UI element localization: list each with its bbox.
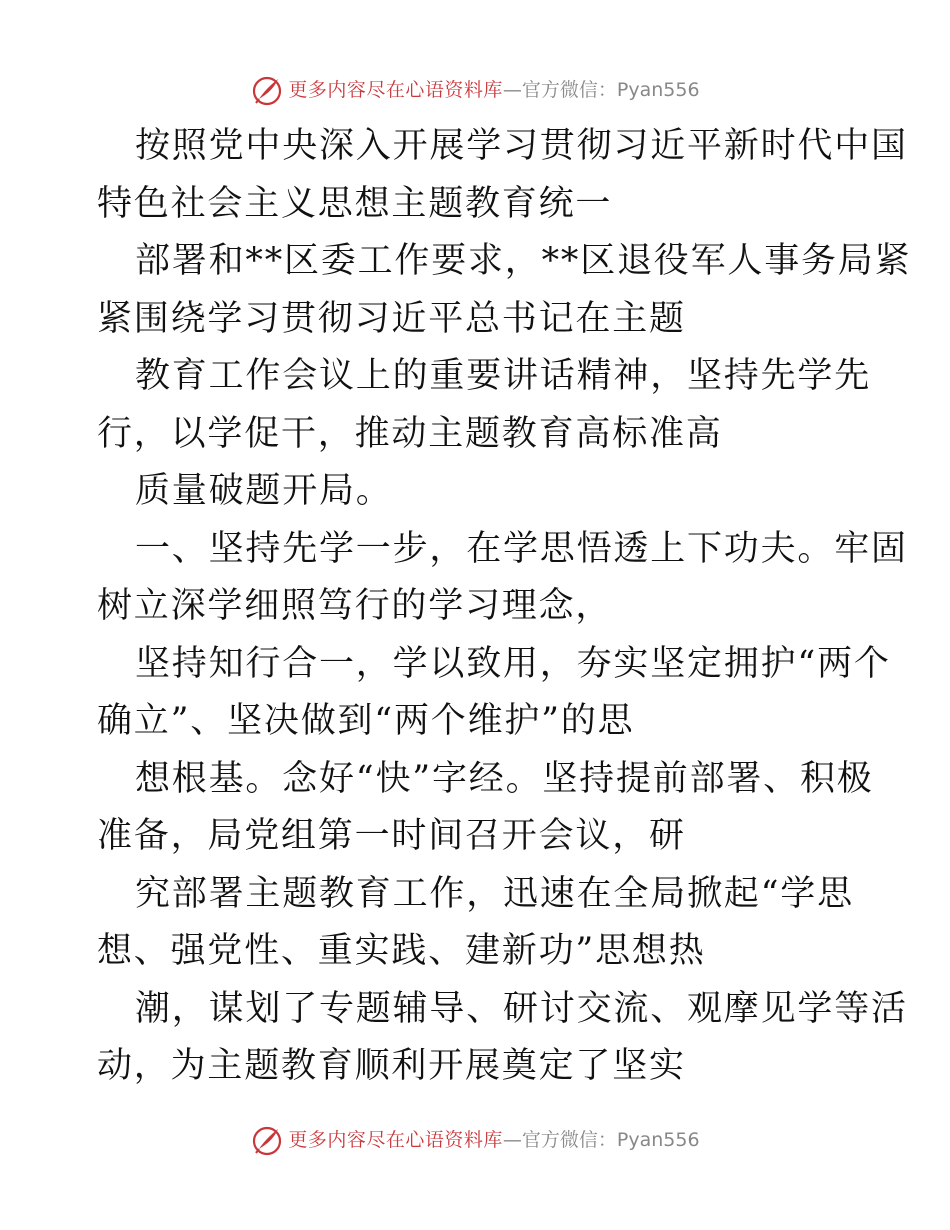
text-line: 按照党中央深入开展学习贯彻习近平新时代中国: [135, 126, 908, 166]
text-line: 质量破题开局。: [135, 471, 393, 511]
paragraph-6: [97, 636, 891, 751]
watermark-contact: 官方微信：Pyan556: [521, 1129, 700, 1151]
paragraph-4: [97, 463, 877, 521]
paragraph-2: [97, 233, 912, 348]
watermark-separator: —: [502, 1129, 522, 1151]
paragraph-7: [97, 751, 877, 866]
paragraph-9: [97, 981, 908, 1096]
text-line: 准备，局党组第一时间召开会议，研: [97, 816, 686, 856]
text-line: 教育工作会议上的重要讲话精神，坚持先学先: [135, 356, 872, 396]
text-line: 动，为主题教育顺利开展奠定了坚实: [97, 1046, 686, 1086]
paragraph-1: [97, 118, 908, 233]
watermark-brand: 更多内容尽在心语资料库: [288, 79, 503, 101]
watermark-brand: 更多内容尽在心语资料库: [288, 1129, 503, 1151]
text-line: 树立深学细照笃行的学习理念，: [97, 586, 613, 626]
document-body: [97, 118, 912, 1096]
text-line: 确立”、坚决做到“两个维护”的思: [97, 701, 635, 741]
text-line: 特色社会主义思想主题教育统一: [97, 183, 613, 224]
text-line: 究部署主题教育工作，迅速在全局掀起“学思: [135, 873, 854, 914]
paragraph-8: [97, 866, 877, 981]
quill-pen-logo-icon: [250, 73, 284, 107]
text-line: 紧围绕学习贯彻习近平总书记在主题: [97, 298, 686, 339]
text-line: 想根基。念好“快”字经。坚持提前部署、积极: [135, 758, 874, 799]
watermark-contact: 官方微信：Pyan556: [521, 79, 700, 101]
text-line: 一、坚持先学一步，在学思悟透上下功夫。牢固: [135, 528, 908, 569]
text-line: 想、强党性、重实践、建新功”思想热: [97, 931, 706, 971]
text-line: 部署和**区委工作要求，**区退役军人事务局紧: [135, 241, 912, 281]
header-watermark: [0, 72, 950, 108]
text-line: 潮，谋划了专题辅导、研讨交流、观摩见学等活: [135, 988, 908, 1029]
footer-watermark: [0, 1122, 950, 1158]
text-line: 行，以学促干，推动主题教育高标准高: [97, 413, 723, 454]
text-line: 坚持知行合一，学以致用，夯实坚定拥护“两个: [135, 643, 891, 684]
paragraph-3: [97, 348, 877, 463]
quill-pen-logo-icon: [250, 1123, 284, 1157]
paragraph-5: [97, 521, 908, 636]
watermark-separator: —: [502, 79, 522, 101]
